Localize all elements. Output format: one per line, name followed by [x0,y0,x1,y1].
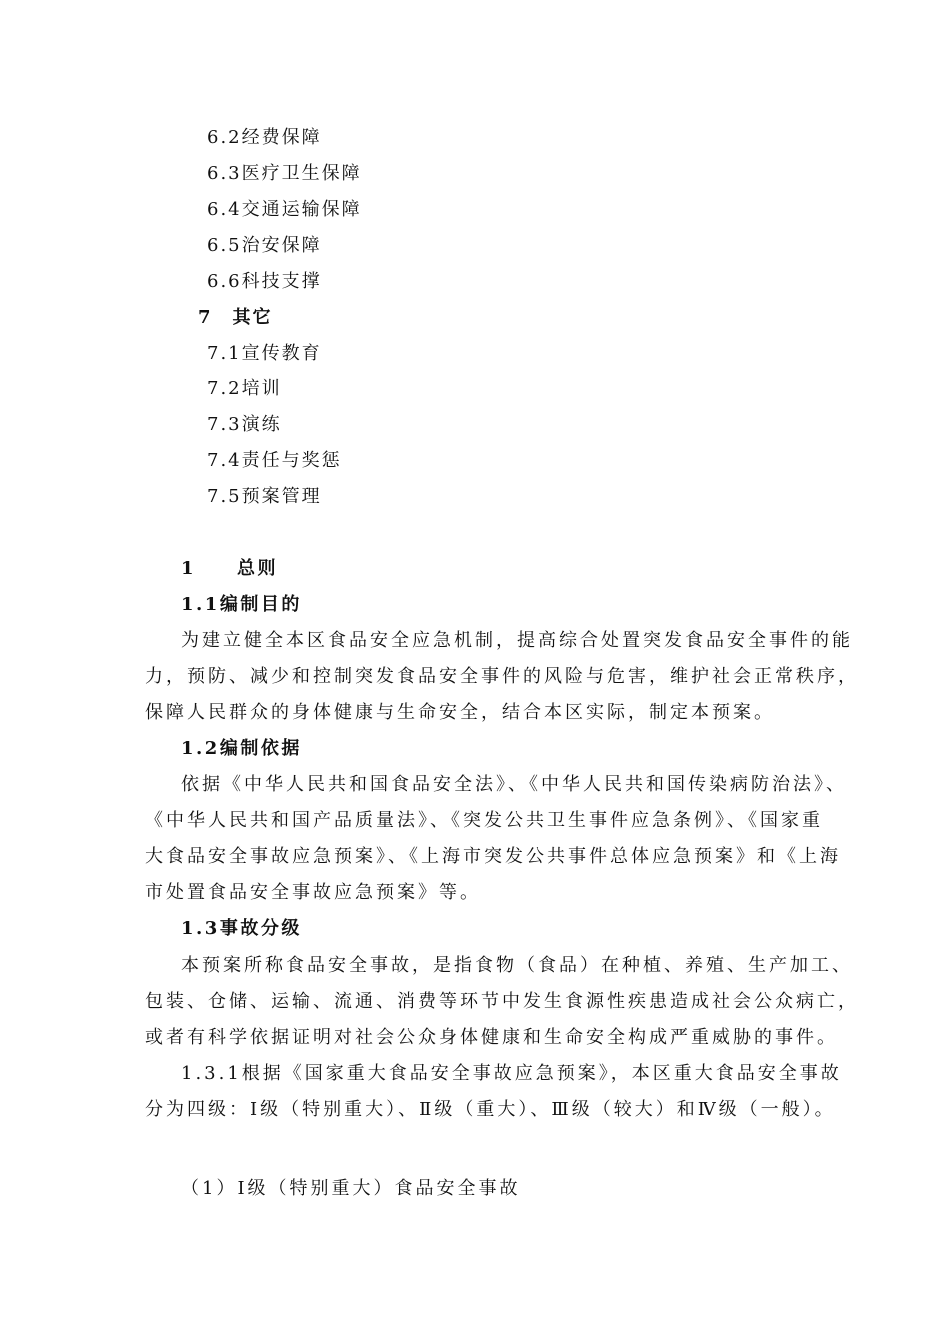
toc-chapter: 7 其它 [198,307,273,328]
list-item: （1）Ⅰ级（特别重大）食品安全事故 [181,1178,521,1199]
paragraph-line: 分为四级：Ⅰ级（特别重大）、Ⅱ级（重大）、Ⅲ级（较大）和Ⅳ级（一般）。 [145,1099,836,1120]
paragraph-line: 大食品安全事故应急预案》、《上海市突发公共事件总体应急预案》和《上海 [145,846,841,867]
paragraph-line: 包装、仓储、运输、流通、消费等环节中发生食源性疾患造成社会公众病亡， [145,991,859,1012]
paragraph-line: 1.3.1根据《国家重大食品安全事故应急预案》，本区重大食品安全事故 [181,1063,842,1084]
toc-item: 7.3演练 [207,414,282,435]
toc-item: 6.4交通运输保障 [207,199,362,220]
toc-item: 6.6科技支撑 [207,271,322,292]
paragraph-line: 力，预防、减少和控制突发食品安全事件的风险与危害，维护社会正常秩序， [145,666,859,687]
paragraph-line: 市处置食品安全事故应急预案》等。 [145,882,481,903]
section-heading: 1.1编制目的 [181,594,302,615]
paragraph-line: 为建立健全本区食品安全应急机制，提高综合处置突发食品安全事件的能 [181,630,853,651]
toc-item: 6.5治安保障 [207,235,322,256]
toc-item: 7.2培训 [207,378,282,399]
paragraph-line: 本预案所称食品安全事故，是指食物（食品）在种植、养殖、生产加工、 [181,955,853,976]
toc-item: 7.1宣传教育 [207,343,322,364]
paragraph-line: 《中华人民共和国产品质量法》、《突发公共卫生事件应急条例》、《国家重 [145,810,823,831]
paragraph-line: 保障人民群众的身体健康与生命安全，结合本区实际，制定本预案。 [145,702,775,723]
paragraph-line: 依据《中华人民共和国食品安全法》、《中华人民共和国传染病防治法》、 [181,774,847,795]
toc-item: 7.5预案管理 [207,486,322,507]
chapter-title: 1 总则 [181,558,279,579]
paragraph-line: 或者有科学依据证明对社会公众身体健康和生命安全构成严重威胁的事件。 [145,1027,838,1048]
section-heading: 1.3事故分级 [181,918,302,939]
toc-item: 6.2经费保障 [207,127,322,148]
toc-item: 7.4责任与奖惩 [207,450,342,471]
section-heading: 1.2编制依据 [181,738,302,759]
toc-item: 6.3医疗卫生保障 [207,163,362,184]
